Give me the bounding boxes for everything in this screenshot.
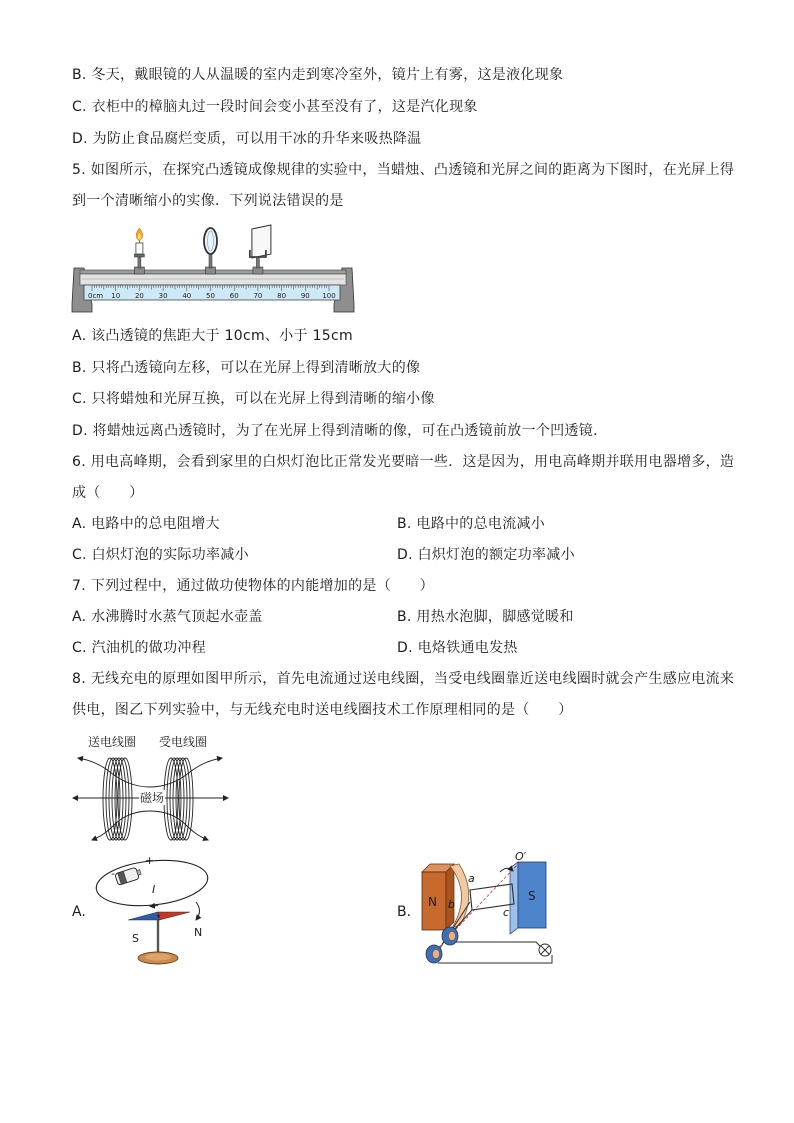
q5-stem-line-2: 到一个清晰缩小的实像．下列说法错误的是 bbox=[72, 193, 344, 209]
q6-option-c: C. 白炽灯泡的实际功率减小 bbox=[72, 547, 249, 563]
coil-turn bbox=[109, 758, 123, 840]
coil-turn bbox=[112, 758, 126, 840]
ruler-label: 0cm bbox=[88, 292, 104, 300]
q7-option-c: C. 汽油机的做功冲程 bbox=[72, 640, 206, 656]
q6-stem-line-1: 6. 用电高峰期，会看到家里的白炽灯泡比正常发光要暗一些．这是因为，用电高峰期并联用电器增多，造 bbox=[72, 454, 735, 470]
axis-label: O′ bbox=[515, 850, 527, 863]
n-pole-side-face bbox=[446, 864, 454, 930]
bench-rail bbox=[80, 274, 346, 285]
q6-option-d: D. 白炽灯泡的额定功率减小 bbox=[397, 547, 575, 563]
ruler-label: 80 bbox=[277, 292, 287, 300]
q5-stem-line-1: 5. 如图所示，在探究凸透镜成像规律的实验中，当蜡烛、凸透镜和光屏之间的距离为下图时，在光屏上得 bbox=[72, 162, 735, 178]
screen-assembly bbox=[250, 225, 271, 274]
battery bbox=[115, 866, 142, 885]
q7-option-a: A. 水沸腾时水蒸气顶起水壶盖 bbox=[72, 609, 263, 625]
ruler-label: 10 bbox=[111, 292, 121, 300]
coil-turn bbox=[173, 758, 187, 840]
q8-choice-a-letter: A. bbox=[72, 904, 86, 920]
needle-south-half bbox=[128, 912, 159, 920]
lens-rod bbox=[209, 253, 212, 268]
candle-holder bbox=[134, 254, 144, 257]
oersted-experiment-figure bbox=[92, 852, 217, 972]
coil-side-c-label: c bbox=[503, 906, 510, 919]
circuit-wire bbox=[438, 955, 552, 963]
q5-option-c: C. 只将蜡烛和光屏互换，可以在光屏上得到清晰的缩小像 bbox=[72, 391, 435, 407]
coil-turn bbox=[170, 758, 184, 840]
q8-stem-line-1: 8. 无线充电的原理如图甲所示，首先电流通过送电线圈，当受电线圈靠近送电线圈时就会产生感应电流来 bbox=[72, 671, 735, 687]
ruler-label: 90 bbox=[300, 292, 310, 300]
s-pole-side-face bbox=[510, 862, 518, 934]
ruler-label: 60 bbox=[229, 292, 239, 300]
q8-choice-b-letter: B. bbox=[397, 904, 412, 920]
q7-option-b: B. 用热水泡脚，脚感觉暖和 bbox=[397, 609, 574, 625]
needle-stand-base-top bbox=[145, 954, 171, 961]
convex-lens bbox=[204, 228, 217, 254]
needle-south-label: S bbox=[132, 932, 139, 945]
q6-option-a: A. 电路中的总电阻增大 bbox=[72, 516, 220, 532]
s-pole-label: S bbox=[528, 889, 536, 903]
ruler-label: 50 bbox=[206, 292, 215, 300]
circuit-wire bbox=[456, 942, 540, 946]
q4-option-c: C. 衣柜中的樟脑丸过一段时间会变小甚至没有了，这是汽化现象 bbox=[72, 99, 478, 115]
candle-assembly bbox=[134, 228, 144, 274]
q7-option-d: D. 电烙铁通电发热 bbox=[397, 640, 518, 656]
q7-stem: 7. 下列过程中，通过做功使物体的内能增加的是（ ） bbox=[72, 578, 434, 594]
current-label: I bbox=[152, 883, 156, 896]
q6-stem-line-2: 成（ ） bbox=[72, 485, 144, 501]
q4-option-d: D. 为防止食品腐烂变质，可以用干冰的升华来吸热降温 bbox=[72, 131, 422, 147]
needle-pivot bbox=[157, 915, 160, 918]
battery-negative-label: - bbox=[111, 867, 115, 880]
transmit-coil-label: 送电线圈 bbox=[87, 735, 137, 749]
n-pole-label: N bbox=[428, 895, 437, 909]
q4-option-b: B. 冬天，戴眼镜的人从温暖的室内走到寒冷室外，镜片上有雾，这是液化现象 bbox=[72, 67, 564, 83]
ruler-label: 70 bbox=[253, 292, 263, 300]
ruler-label: 100 bbox=[322, 292, 336, 300]
light-screen bbox=[252, 225, 271, 258]
q5-option-d: D. 将蜡烛远离凸透镜时，为了在光屏上得到清晰的像，可在凸透镜前放一个凹透镜． bbox=[72, 423, 608, 439]
lens-assembly bbox=[204, 228, 217, 274]
needle-north-half bbox=[158, 912, 190, 920]
ruler-label: 30 bbox=[158, 292, 168, 300]
magnetic-field-label: 磁场 bbox=[139, 791, 165, 805]
slip-ring-center bbox=[433, 950, 440, 959]
coil-side-b-label: b bbox=[448, 898, 455, 911]
generator-figure bbox=[412, 850, 562, 972]
optical-bench-figure bbox=[70, 224, 358, 316]
ruler-label: 20 bbox=[134, 292, 144, 300]
candle-body bbox=[136, 243, 143, 254]
q5-option-b: B. 只将凸透镜向左移，可以在光屏上得到清晰放大的像 bbox=[72, 360, 421, 376]
candle-rod bbox=[138, 256, 141, 268]
receive-coil-label: 受电线圈 bbox=[158, 735, 208, 749]
wireless-charging-figure bbox=[70, 730, 235, 850]
q6-option-b: B. 电路中的总电流减小 bbox=[397, 516, 546, 532]
q8-stem-line-2: 供电，图乙下列实验中，与无线充电时送电线圈技术工作原理相同的是（ ） bbox=[72, 702, 573, 718]
ruler-label: 40 bbox=[182, 292, 192, 300]
coil-side-a-label: a bbox=[468, 872, 475, 885]
battery-positive-label: + bbox=[145, 854, 155, 867]
slip-ring-center bbox=[449, 932, 456, 941]
q5-option-a: A. 该凸透镜的焦距大于 10cm、小于 15cm bbox=[72, 328, 353, 344]
rotation-arrow bbox=[196, 902, 200, 920]
needle-north-label: N bbox=[194, 926, 203, 939]
